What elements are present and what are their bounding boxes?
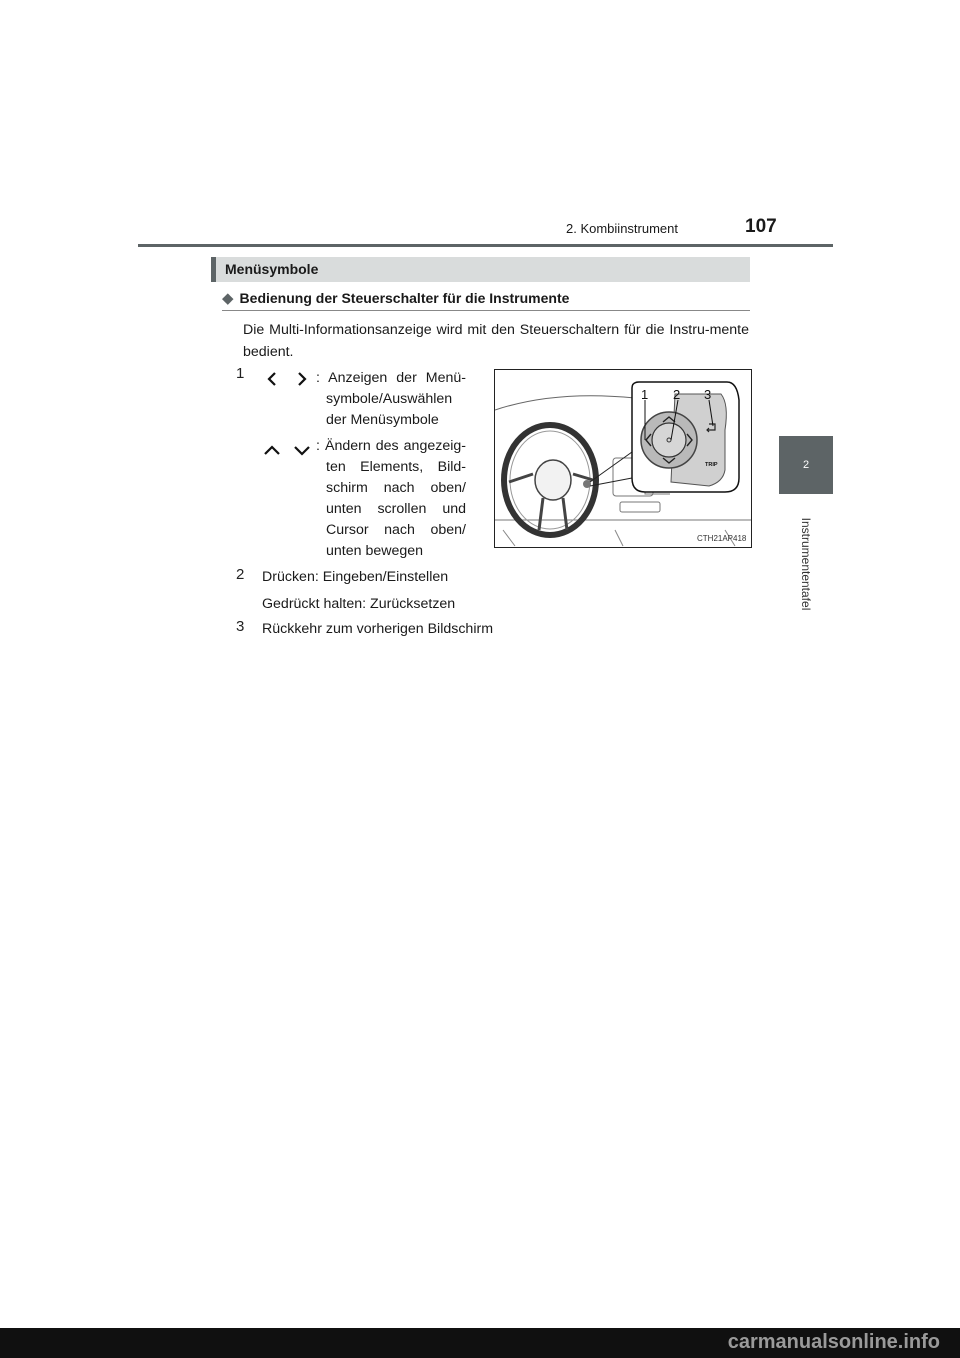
item-1b-line-6: unten bewegen: [326, 543, 424, 559]
chapter-tab: [779, 436, 833, 494]
section-title-bar: [211, 257, 750, 282]
subheading: [222, 289, 569, 307]
item-number-3: 3: [236, 618, 245, 635]
section-title: Menüsymbole: [225, 261, 319, 277]
item-1a-line-2: symbole/Auswählen: [326, 391, 453, 407]
figure-code: CTH21AP418: [697, 534, 747, 543]
steering-switch-figure: [494, 369, 752, 548]
chapter-tab-label: Instrumententafel: [799, 517, 813, 611]
chapter-tab-number: 2: [802, 459, 810, 471]
trip-button-label: TRIP: [705, 462, 718, 468]
figure-callout-2: 2: [673, 387, 681, 402]
watermark-bar: [0, 1328, 960, 1358]
item-1b-line-3: schirm nach oben/: [326, 480, 466, 496]
item-number-2: 2: [236, 566, 245, 583]
item-1b-line-4: unten scrollen und: [326, 501, 466, 517]
item-number-1: 1: [236, 365, 245, 382]
chevron-up-icon: [265, 447, 279, 454]
intro-paragraph: Die Multi-Informationsanzeige wird mit den Steuerschaltern für die Instru-mente bedient.: [243, 322, 749, 360]
item-1b-line-1: : Ändern des angezeig-: [316, 438, 466, 454]
header-rule: [138, 244, 833, 247]
page-number: 107: [745, 216, 777, 237]
figure-callout-3: 3: [704, 387, 712, 402]
steering-wheel-icon: [504, 425, 596, 535]
item-2-line-1: Drücken: Eingeben/Einstellen: [262, 569, 449, 585]
chevron-down-icon: [295, 447, 309, 454]
running-header-section: 2. Kombiinstrument: [566, 221, 678, 236]
item-2-line-2: Gedrückt halten: Zurücksetzen: [262, 596, 456, 612]
item-1b-line-5: Cursor nach oben/: [326, 522, 466, 538]
chevron-left-icon: [269, 373, 275, 385]
item-1a-line-1: : Anzeigen der Menü-: [316, 370, 466, 386]
figure-callout-1: 1: [641, 387, 649, 402]
item-1b-line-2: ten Elements, Bild-: [326, 459, 466, 475]
item-3-line-1: Rückkehr zum vorherigen Bildschirm: [262, 621, 494, 637]
subheading-text: Bedienung der Steuerschalter für die Instrumente: [239, 290, 570, 306]
diamond-bullet-icon: ◆: [222, 290, 234, 307]
chevron-right-icon: [299, 373, 305, 385]
item-1a-line-3: der Menüsymbole: [326, 412, 439, 428]
subheading-rule: [222, 310, 750, 311]
section-title-accent: [211, 257, 216, 282]
watermark-text: carmanualsonline.info: [727, 1331, 940, 1353]
chevron-up-down-icons: [262, 443, 314, 457]
steering-wheel-illustration: [495, 370, 751, 547]
chevron-left-right-icons: [266, 371, 310, 387]
